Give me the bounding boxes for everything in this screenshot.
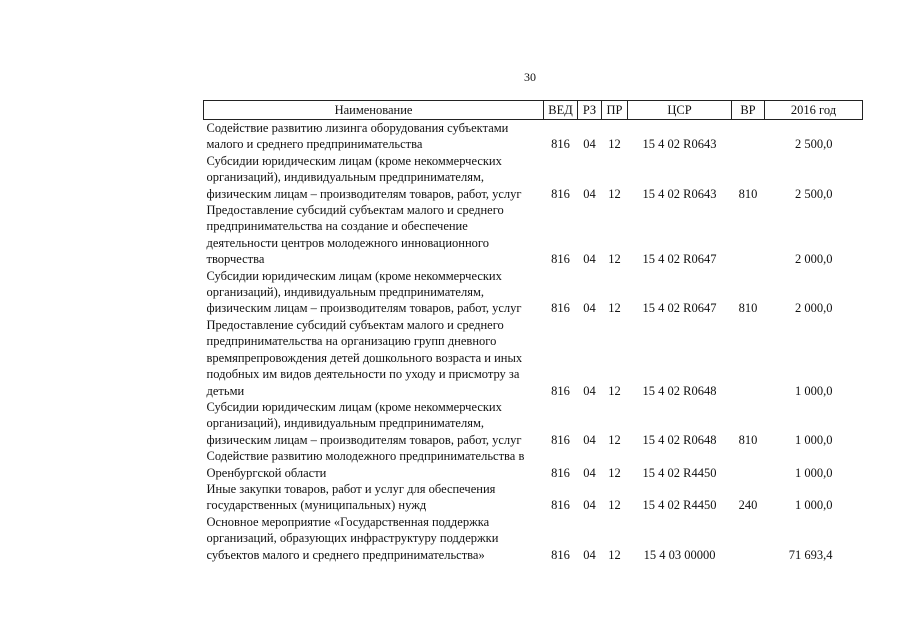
- row-csr: 15 4 02 R4450: [642, 465, 717, 480]
- table-row: [204, 202, 863, 268]
- row-amount: 1 000,0: [795, 498, 833, 513]
- row-ved: 816: [551, 252, 570, 267]
- header-csr: ЦСР: [628, 101, 732, 120]
- table-row: [204, 514, 863, 563]
- row-csr: 15 4 02 R0648: [642, 383, 717, 398]
- row-vr: [732, 514, 765, 563]
- row-ved: 816: [551, 137, 570, 152]
- row-amount: 71 693,4: [788, 547, 833, 562]
- row-vr: 810: [738, 301, 758, 316]
- row-csr: 15 4 02 R0643: [642, 137, 717, 152]
- table-row: [204, 153, 863, 202]
- row-vr: 240: [738, 498, 758, 513]
- row-rz: 04: [583, 547, 596, 562]
- row-ved: 816: [551, 432, 570, 447]
- row-rz: 04: [583, 252, 596, 267]
- row-csr: 15 4 02 R0647: [642, 301, 717, 316]
- table-body: [204, 120, 863, 563]
- row-ved: 816: [551, 301, 570, 316]
- row-ved: 816: [551, 186, 570, 201]
- table-row: [204, 120, 863, 153]
- header-rz: РЗ: [578, 101, 602, 120]
- table-row: [204, 481, 863, 514]
- row-vr: 810: [738, 432, 758, 447]
- row-rz: 04: [583, 498, 596, 513]
- table-row: [204, 399, 863, 448]
- row-amount: 2 000,0: [795, 301, 833, 316]
- page-number: 30: [524, 70, 536, 84]
- table-header-row: [204, 101, 863, 120]
- row-rz: 04: [583, 383, 596, 398]
- row-vr: 810: [738, 186, 758, 201]
- row-vr: [732, 202, 765, 268]
- row-csr: 15 4 02 R0647: [642, 252, 717, 267]
- header-name: Наименование: [204, 101, 544, 120]
- row-rz: 04: [583, 137, 596, 152]
- header-pr: ПР: [602, 101, 628, 120]
- table-row: [204, 448, 863, 481]
- row-vr: [732, 317, 765, 399]
- row-name: Основное мероприятие «Государственная поддержка организаций, образующих инфраструктуру поддержки субъектов малого и среднего предпринимательства»: [206, 514, 499, 562]
- row-ved: 816: [551, 383, 570, 398]
- row-pr: 12: [608, 137, 621, 152]
- header-year: 2016 год: [765, 101, 863, 120]
- row-name: Содействие развитию лизинга оборудования субъектами малого и среднего предпринимательства: [206, 121, 509, 152]
- row-vr: [732, 120, 765, 153]
- row-name: Субсидии юридическим лицам (кроме некоммерческих организаций), индивидуальным предпринимателям, физическим лицам – производителям товаров, работ, услуг: [206, 153, 522, 201]
- row-name: Содействие развитию молодежного предпринимательства в Оренбургской области: [206, 449, 525, 480]
- row-amount: 2 000,0: [795, 252, 833, 267]
- row-csr: 15 4 02 R0643: [642, 186, 717, 201]
- row-pr: 12: [608, 383, 621, 398]
- row-amount: 1 000,0: [795, 432, 833, 447]
- row-pr: 12: [608, 432, 621, 447]
- row-pr: 12: [608, 301, 621, 316]
- table-row: [204, 268, 863, 317]
- row-amount: 1 000,0: [795, 465, 833, 480]
- row-rz: 04: [583, 186, 596, 201]
- table-row: [204, 317, 863, 399]
- row-rz: 04: [583, 432, 596, 447]
- row-ved: 816: [551, 465, 570, 480]
- row-name: Предоставление субсидий субъектам малого и среднего предпринимательства на организацию групп дневного времяпрепровождения детей дошкольного возраста и иных подобных им видов деятельности по уходу и присмотру за детьми: [206, 317, 523, 398]
- row-name: Предоставление субсидий субъектам малого и среднего предпринимательства на создание и обеспечение деятельности центров молодежного инновационного творчества: [206, 203, 504, 267]
- row-ved: 816: [551, 498, 570, 513]
- row-csr: 15 4 03 00000: [643, 547, 716, 562]
- row-pr: 12: [608, 252, 621, 267]
- budget-table: [203, 100, 863, 563]
- row-pr: 12: [608, 547, 621, 562]
- header-ved: ВЕД: [544, 101, 578, 120]
- row-csr: 15 4 02 R4450: [642, 498, 717, 513]
- row-pr: 12: [608, 465, 621, 480]
- row-name: Иные закупки товаров, работ и услуг для обеспечения государственных (муниципальных) нужд: [206, 481, 496, 513]
- row-pr: 12: [608, 498, 621, 513]
- row-name: Субсидии юридическим лицам (кроме некоммерческих организаций), индивидуальным предпринимателям, физическим лицам – производителям товаров, работ, услуг: [206, 399, 522, 447]
- row-name: Субсидии юридическим лицам (кроме некоммерческих организаций), индивидуальным предпринимателям, физическим лицам – производителям товаров, работ, услуг: [206, 268, 522, 316]
- header-vr: ВР: [732, 101, 765, 120]
- row-rz: 04: [583, 465, 596, 480]
- row-rz: 04: [583, 301, 596, 316]
- row-amount: 2 500,0: [795, 186, 833, 201]
- row-amount: 1 000,0: [795, 383, 833, 398]
- row-vr: [732, 448, 765, 481]
- row-csr: 15 4 02 R0648: [642, 432, 717, 447]
- row-pr: 12: [608, 186, 621, 201]
- row-amount: 2 500,0: [795, 137, 833, 152]
- row-ved: 816: [551, 547, 570, 562]
